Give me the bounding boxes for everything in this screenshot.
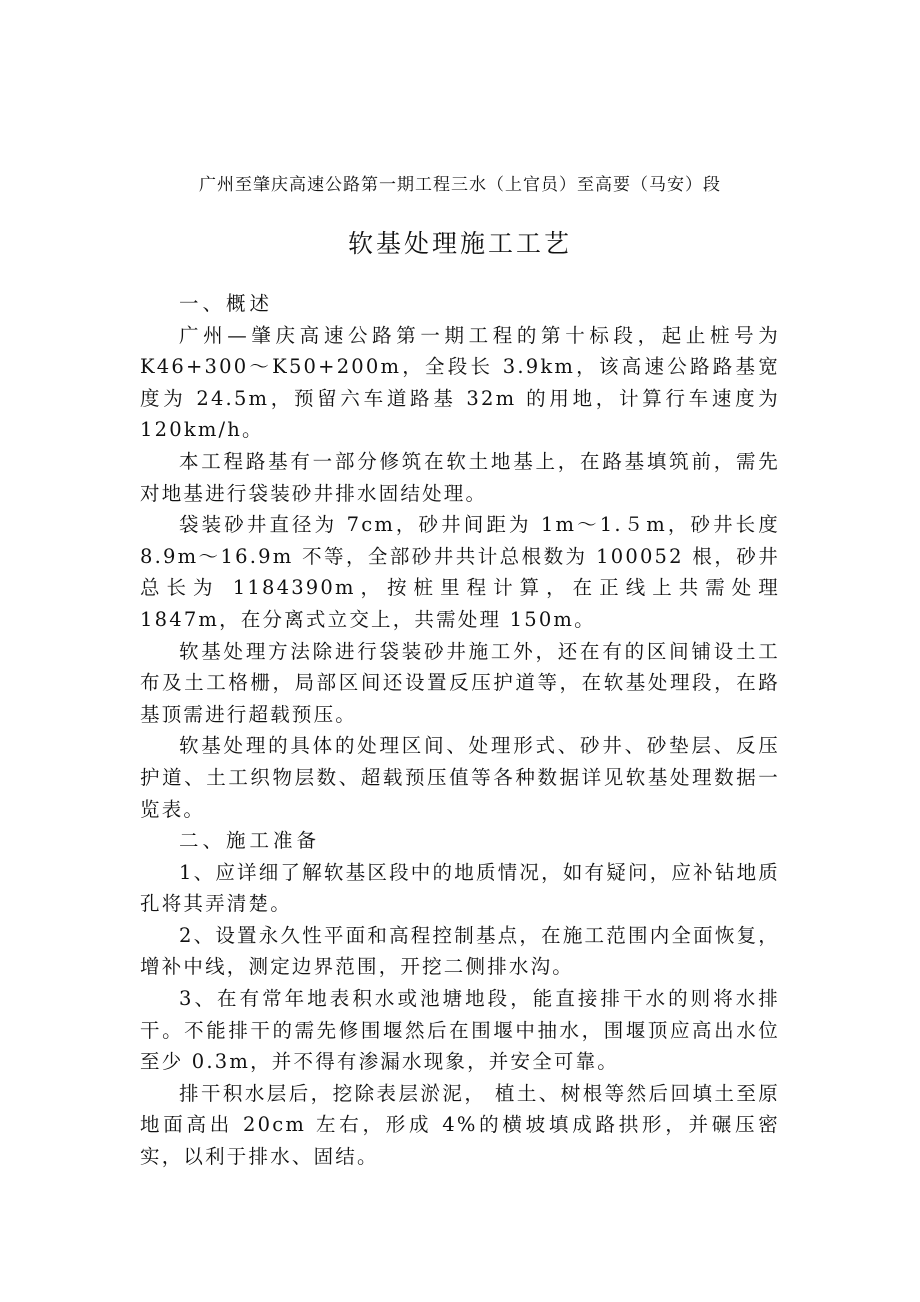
paragraph-soft-foundation: 本工程路基有一部分修筑在软土地基上，在路基填筑前，需先对地基进行袋装砂井排水固结处理。 [140, 449, 780, 505]
paragraph-step-2: 2、设置永久性平面和高程控制基点，在施工范围内全面恢复，增补中线，测定边界范围，开挖二侧排水沟。 [140, 923, 780, 979]
paragraph-step-1: 1、应详细了解软基区段中的地质情况，如有疑问，应补钻地质孔将其弄清楚。 [140, 860, 780, 916]
paragraph-step-3: 3、在有常年地表积水或池塘地段，能直接排干水的则将水排干。不能排干的需先修围堰然后在围堰中抽水，围堰顶应高出水位至少 0.3m，并不得有渗漏水现象，并安全可靠。 [140, 987, 780, 1074]
paragraph-project-overview: 广州—肇庆高速公路第一期工程的第十标段，起止桩号为 K46+300～K50+200m，全段长 3.9km，该高速公路路基宽度为 24.5m，预留六车道路基 32m 的用地，计算行车速度为 120km/h。 [140, 323, 780, 442]
document-body [140, 288, 780, 1173]
document-subtitle: 广州至肇庆高速公路第一期工程三水（上官员）至高要（马安）段 [199, 175, 721, 195]
paragraph-backfill: 排干积水层后，挖除表层淤泥， 植土、树根等然后回填土至原地面高出 20cm 左右，形成 4%的横坡填成路拱形，并碾压密实，以利于排水、固结。 [140, 1081, 780, 1169]
section-heading-overview: 一、概述 [179, 292, 274, 315]
document-title: 软基处理施工工艺 [347, 229, 572, 258]
paragraph-treatment-methods: 软基处理方法除进行袋装砂井施工外，还在有的区间铺设土工布及土工格栅，局部区间还设置反压护道等，在软基处理段，在路基顶需进行超载预压。 [140, 639, 780, 726]
paragraph-sand-drain-specs: 袋装砂井直径为 7cm，砂井间距为 1m～1.５m，砂井长度 8.9m～16.9m 不等，全部砂井共计总根数为 100052 根，砂井总长为 1184390m，按桩里程计算，在正线上共需处理 1847m，在分离式立交上，共需处理 150m。 [140, 513, 780, 631]
section-heading-preparation: 二、施工准备 [179, 829, 321, 853]
paragraph-data-reference: 软基处理的具体的处理区间、处理形式、砂井、砂垫层、反压护道、土工织物层数、超载预压值等各种数据详见软基处理数据一览表。 [140, 734, 780, 821]
